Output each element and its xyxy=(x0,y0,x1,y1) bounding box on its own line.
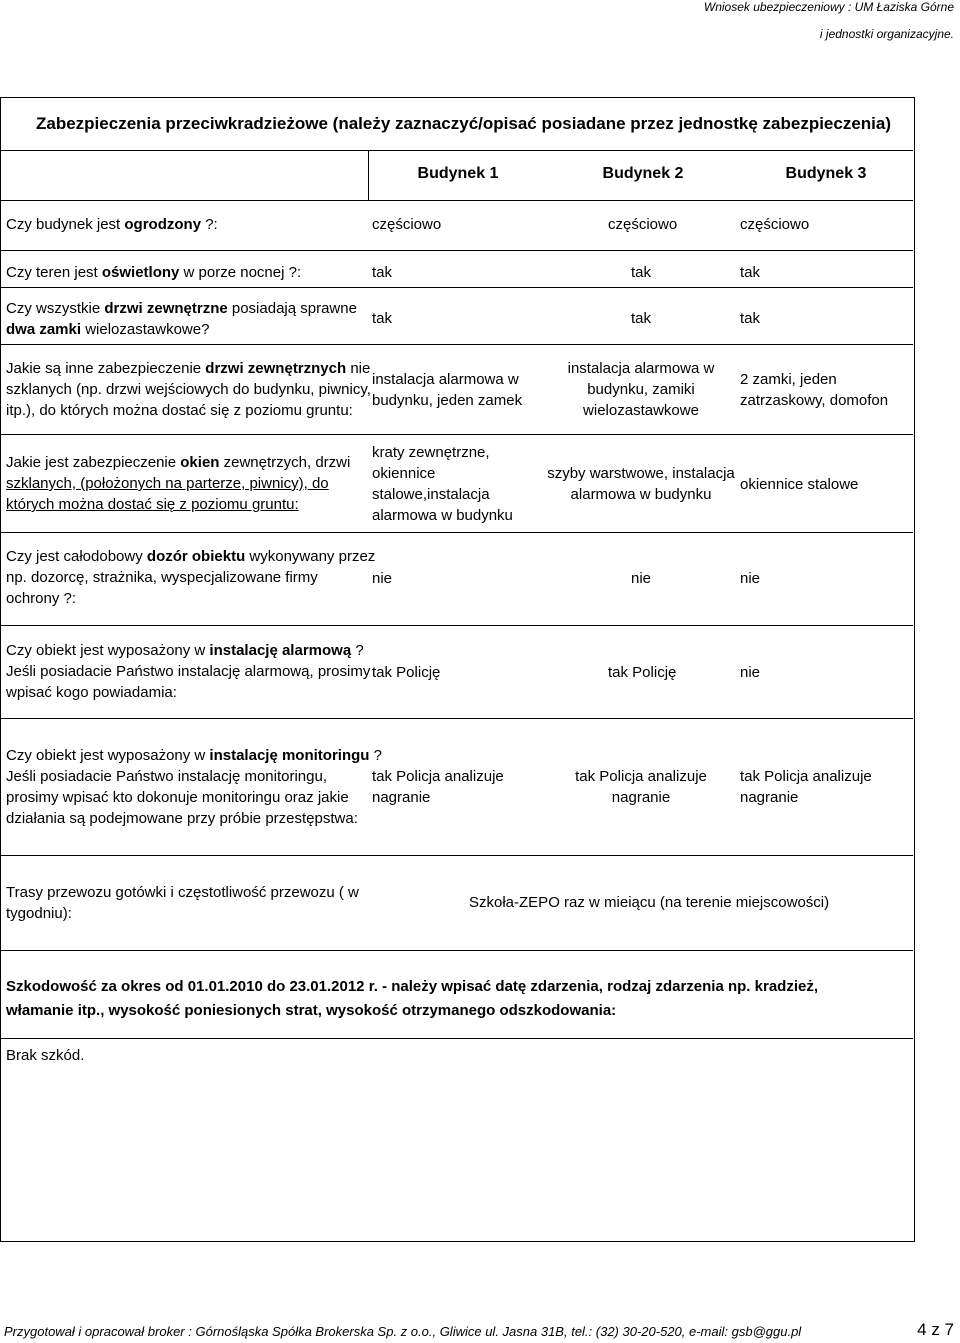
header-title: Wniosek ubezpieczeniowy : UM Łaziska Górne xyxy=(703,0,954,14)
question-alarm: Czy obiekt jest wyposażony w instalację alarmową ? Jeśli posiadacie Państwo instalację alarmową, prosimy wpisać kogo powiadamia: xyxy=(6,642,371,701)
answer-alarm-b3: nie xyxy=(740,664,761,681)
divider xyxy=(0,718,913,719)
answer-door-locks-b2: tak xyxy=(631,310,652,327)
answer-door-security-b2: instalacja alarmowa w budynku, zamiki wielozastawkowe xyxy=(567,360,715,419)
question-lighting: Czy teren jest oświetlony w porze nocnej ?: xyxy=(6,264,302,281)
answer-cash-transport: Szkoła-ZEPO raz w mieiącu (na terenie miejscowości) xyxy=(469,894,830,911)
question-guard: Czy jest całodobowy dozór obiektu wykonywany przez np. dozorcę, strażnika, wyspecjalizowane firmy ochrony ?: xyxy=(6,548,376,607)
question-fence: Czy budynek jest ogrodzony ?: xyxy=(6,216,218,233)
divider xyxy=(0,950,913,951)
divider xyxy=(0,1038,913,1039)
answer-door-locks-b3: tak xyxy=(740,310,761,327)
column-header-budynek-2: Budynek 2 xyxy=(602,165,684,182)
question-door-security: Jakie są inne zabezpieczenie drzwi zewnętrznych nie szklanych (np. drzwi wejściowych do budynku, piwnicy, itp.), do których można dostać się z poziomu gruntu: xyxy=(6,360,371,419)
footer-text: Przygotował i opracował broker : Górnośląska Spółka Brokerska Sp. z o.o., Gliwice ul. Jasna 31B, tel.: (32) 30-20-520, e-mail: gsb@ggu.pl xyxy=(4,1324,802,1339)
divider xyxy=(0,434,913,435)
answer-door-security-b3: 2 zamki, jeden zatrzaskowy, domofon xyxy=(740,371,889,409)
answer-monitoring-b3: tak Policja analizuje nagranie xyxy=(740,768,872,806)
divider xyxy=(368,150,369,200)
answer-door-security-b1: instalacja alarmowa w budynku, jeden zamek xyxy=(372,371,523,409)
answer-monitoring-b2: tak Policja analizuje nagranie xyxy=(575,768,707,806)
answer-window-security-b1: kraty zewnętrzne, okiennice stalowe,instalacja alarmowa w budynku xyxy=(372,444,513,524)
answer-lighting-b3: tak xyxy=(740,264,761,281)
answer-lighting-b2: tak xyxy=(631,264,652,281)
section-title: Zabezpieczenia przeciwkradzieżowe (należy zaznaczyć/opisać posiadane przez jednostkę zabezpieczenia) xyxy=(36,114,892,133)
divider xyxy=(0,150,913,151)
answer-door-locks-b1: tak xyxy=(372,310,393,327)
answer-fence-b1: częściowo xyxy=(372,216,442,233)
question-window-security: Jakie jest zabezpieczenie okien zewnętrzych, drzwi szklanych, (położonych na parterze, piwnicy), do których można dostać się z poziomu gruntu: xyxy=(6,454,351,513)
answer-fence-b2: częściowo xyxy=(608,216,678,233)
question-cash-transport: Trasy przewozu gotówki i częstotliwość przewozu ( w tygodniu): xyxy=(6,884,359,922)
divider xyxy=(0,855,913,856)
damages-answer: Brak szkód. xyxy=(6,1047,85,1064)
column-header-budynek-1: Budynek 1 xyxy=(417,165,499,182)
damages-title: Szkodowość za okres od 01.01.2010 do 23.01.2012 r. - należy wpisać datę zdarzenia, rodzaj zdarzenia np. kradzież, włamanie itp., wysokość poniesionych strat, wysokość otrzymanego odszkodowania: xyxy=(6,978,818,1019)
answer-window-security-b3: okiennice stalowe xyxy=(740,476,859,493)
question-monitoring: Czy obiekt jest wyposażony w instalację monitoringu ? Jeśli posiadacie Państwo instalację monitoringu, prosimy wpisać kto dokonuje monitoringu oraz jakie działania są podejmowane przy próbie przestępstwa: xyxy=(6,747,382,827)
answer-window-security-b2: szyby warstwowe, instalacja alarmowa w budynku xyxy=(547,465,735,503)
answer-guard-b2: nie xyxy=(631,570,652,587)
question-door-locks: Czy wszystkie drzwi zewnętrzne posiadają sprawne dwa zamki wielozastawkowe? xyxy=(6,300,357,338)
answer-guard-b1: nie xyxy=(372,570,393,587)
divider xyxy=(0,344,913,345)
answer-alarm-b1: tak Policję xyxy=(372,664,441,681)
divider xyxy=(0,287,913,288)
answer-monitoring-b1: tak Policja analizuje nagranie xyxy=(372,768,504,806)
divider xyxy=(0,625,913,626)
header-subtitle: i jednostki organizacyjne. xyxy=(819,27,954,41)
divider xyxy=(0,250,913,251)
page-number: 4 z 7 xyxy=(917,1320,954,1339)
divider xyxy=(0,200,913,201)
column-header-budynek-3: Budynek 3 xyxy=(785,165,867,182)
answer-alarm-b2: tak Policję xyxy=(608,664,677,681)
divider xyxy=(0,532,913,533)
answer-fence-b3: częściowo xyxy=(740,216,810,233)
answer-lighting-b1: tak xyxy=(372,264,393,281)
answer-guard-b3: nie xyxy=(740,570,761,587)
